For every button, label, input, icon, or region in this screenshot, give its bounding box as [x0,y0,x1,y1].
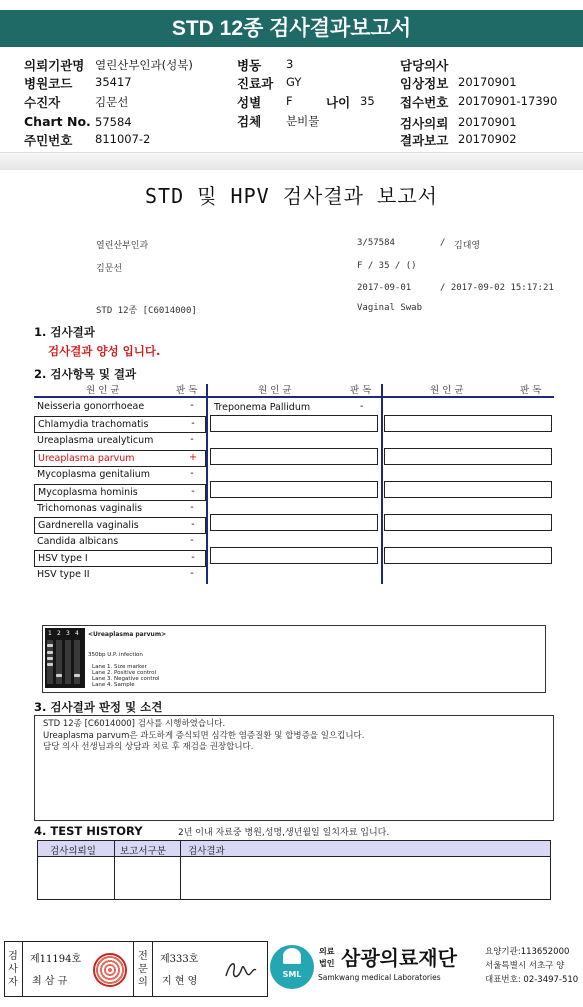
empty-result-box [384,547,552,564]
gel-band [56,674,62,677]
history-col-report-type: 보고서구분 [120,846,166,857]
reviewer-vertical-label: 검사자 [8,951,18,988]
history-col-result: 검사결과 [188,846,225,857]
info-date-from: 2017-09-01 [357,283,412,293]
section2-title: 2. 검사항목 및 결과 [34,367,137,381]
sml-logo-mark [283,948,301,964]
pathogen-result: + [189,452,197,463]
gel-lane [56,640,62,684]
pathogen-name: Mycoplasma genitalium [37,469,151,480]
org-prefix-bottom: 법인 [319,959,335,968]
pathogen-result: - [191,519,195,530]
section4-title: 4. TEST HISTORY [34,824,143,838]
pathogen-result: - [190,568,194,579]
gel-lane-number: 2 [57,630,61,637]
info-hospital: 열린산부인과 [96,241,149,251]
empty-result-box [384,448,552,465]
col3-name-header: 원 인 균 [430,385,464,396]
pathogen-name: HSV type II [37,569,90,580]
gel-band-label: 350bp U.P. infection [88,652,143,658]
signature-divider [22,941,23,997]
gel-legend-item: Lane 3. Negative control [92,676,160,682]
pathogen-row [34,433,206,450]
collector-value: 김문선 [95,95,129,109]
sml-logo-text: SML [282,970,302,979]
report-header [0,52,583,152]
gel-band [47,644,53,647]
col3-result-header: 판 독 [520,385,542,396]
clinical-label: 임상정보 [400,76,449,91]
gel-band [47,657,53,660]
empty-result-box [384,514,552,531]
info-sex-age: F / 35 / () [357,261,417,271]
dept-label: 진료과 [237,76,274,91]
pathogen-name: Neisseria gonorrhoeae [37,401,145,412]
pathogen-row [34,399,206,416]
empty-result-box [384,415,552,432]
age-value: 35 [360,94,375,108]
code-label: 병원코드 [24,76,73,91]
gel-band [74,674,80,677]
column-divider-2 [381,384,383,584]
pathogen-row [34,467,206,484]
pathogen-row-positive [34,450,206,467]
gel-lane-number: 4 [75,630,79,637]
org-prefix-top: 의료 [319,947,335,956]
dept-value: GY [286,75,302,89]
pathogen-result: - [191,418,195,429]
pathogen-name: HSV type I [38,553,88,564]
opinion-box [34,715,554,821]
chart-label: Chart No. [24,114,91,129]
history-col-request-date: 검사의뢰일 [50,846,96,857]
pathogen-result: - [360,401,364,412]
doctor-label: 담당의사 [400,58,449,73]
gel-band [47,651,53,654]
history-divider [180,841,181,899]
collector-label: 수진자 [24,95,61,110]
col1-name-header: 원 인 균 [86,385,120,396]
contact-line: 요양기관:113652000 [485,947,570,957]
ward-label: 병동 [237,58,262,73]
pathogen-name: Mycoplasma hominis [38,487,138,498]
info-doctor-name: 김대영 [454,241,481,251]
code-value: 35417 [95,75,132,89]
info-patient: 김문선 [96,264,123,274]
pathogen-result: - [190,434,194,445]
report-label: 결과보고 [400,133,449,148]
gel-lane [74,640,80,684]
specialist-license-no: 제333호 [160,954,199,965]
specialist-vertical-label: 전문의 [138,951,148,988]
gel-lane-number: 1 [48,630,52,637]
info-date-to: / 2017-09-02 15:17:21 [440,283,554,293]
pathogen-result: - [191,552,195,563]
opinion-line: STD 12종 [C6014000] 검사를 시행하였습니다. [43,719,226,729]
pathogen-result: - [190,535,194,546]
positive-result-text: 검사결과 양성 입니다. [48,344,161,358]
gel-legend-item: Lane 1. Size marker [92,664,147,670]
table-header-col1 [34,382,206,396]
opinion-line: Ureaplasma parvum은 과도하게 증식되면 심각한 염증질환 및 합병증을 일으킵니다. [43,730,365,741]
reviewer-license-no: 제11194호 [30,954,82,965]
gel-lane-number: 3 [66,630,70,637]
empty-result-box [210,448,378,465]
info-test-code: STD 12종 [C6014000] [96,306,197,316]
rrn-value: 811007-2 [95,132,151,146]
history-table [37,840,551,900]
pathogen-name: Chlamydia trachomatis [38,419,149,430]
pathogen-name: Gardnerella vaginalis [38,520,139,531]
gel-band [47,663,53,666]
empty-result-box [384,481,552,498]
info-chart-no: 3/57584 [357,238,395,248]
pathogen-name: Ureaplasma parvum [38,453,135,464]
gel-lane [65,640,71,684]
pathogen-row [34,517,206,534]
official-seal [93,953,127,987]
reviewer-name: 최 삼 규 [32,976,68,987]
section1-title: 1. 검사결과 [34,325,95,339]
pathogen-name: Trichomonas vaginalis [37,503,143,514]
pathogen-row [34,416,206,433]
empty-result-box [210,547,378,564]
specimen-label: 검체 [237,114,262,129]
signature-image [222,956,260,984]
gel-title: <Ureaplasma parvum> [88,631,167,638]
history-note: 2년 이내 자료중 병원,성명,생년월일 일치자료 입니다. [178,828,390,838]
receipt-value: 20170901-17390 [458,94,558,108]
specimen-value: 분비물 [286,114,320,128]
report-title: STD 12종 검사결과보고서 [0,10,583,47]
contact-line: 대표번호: 02-3497-510 [485,975,579,985]
clinical-value: 20170901 [458,75,517,89]
contact-line: 서울특별시 서초구 양 [485,961,565,971]
ward-value: 3 [286,57,294,71]
info-specimen: Vaginal Swab [357,303,423,313]
pathogen-result: - [190,468,194,479]
inst-value: 열린산부인과(성북) [95,58,193,72]
org-english-name: Samkwang medical Laboratories [318,973,441,982]
report-value: 20170902 [458,132,517,146]
gel-legend-item: Lane 4. Sample [92,682,135,688]
pathogen-row [34,501,206,518]
info-slash: / [440,238,446,248]
col1-result-header: 판 독 [176,385,198,396]
page-separator [0,152,583,170]
specialist-name: 지 현 영 [162,976,198,987]
pathogen-name: Treponema Pallidum [214,402,311,413]
table-header-col3 [384,382,554,396]
pathogen-result: - [190,400,194,411]
empty-result-box [210,514,378,531]
chart-value: 57584 [95,115,132,129]
pathogen-result: - [190,502,194,513]
sex-value: F [286,94,293,108]
signature-divider [133,941,134,997]
request-value: 20170901 [458,115,517,129]
rrn-label: 주민번호 [24,133,73,148]
empty-result-box [210,481,378,498]
inst-label: 의뢰기관명 [24,58,85,73]
opinion-line: 담당 의사 선생님과의 상담과 치료 후 재검을 권장합니다. [43,742,254,752]
col2-name-header: 원 인 균 [258,385,292,396]
empty-result-box [210,415,378,432]
table-header-rule [34,396,554,398]
col2-result-header: 판 독 [350,385,372,396]
pathogen-row [34,550,206,567]
age-label: 나이 [326,95,351,110]
section3-title: 3. 검사결과 판정 및 소견 [34,700,163,714]
history-divider [114,841,115,899]
request-label: 검사의뢰 [400,116,449,131]
pathogen-name: Ureaplasma urealyticum [37,435,154,446]
pathogen-result: - [191,486,195,497]
sex-label: 성별 [237,95,262,110]
signature-divider [152,941,153,997]
pathogen-row [34,534,206,551]
receipt-label: 접수번호 [400,95,449,110]
pathogen-name: Candida albicans [37,536,119,547]
pathogen-row [34,484,206,501]
org-name: 삼광의료재단 [341,946,457,970]
doc-title: STD 및 HPV 검사결과 보고서 [145,184,438,208]
table-header-col2 [208,382,382,396]
column-divider-1 [206,384,208,584]
pathogen-row [34,567,206,584]
gel-legend-item: Lane 2. Positive control [92,670,157,676]
